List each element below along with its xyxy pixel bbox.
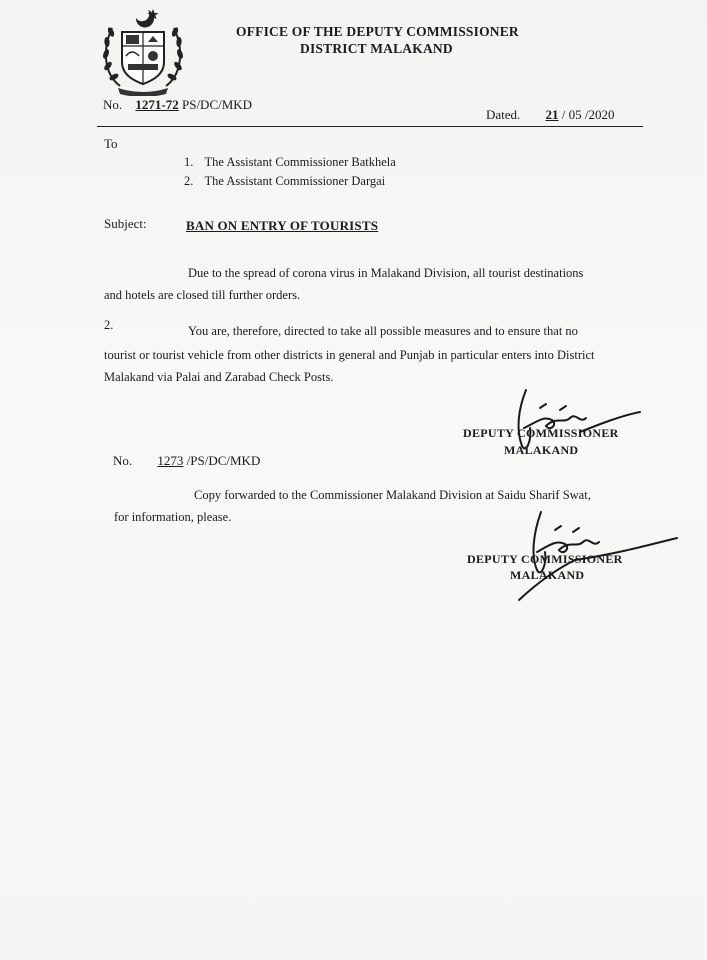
ref-label: No.	[103, 97, 123, 112]
header-rule	[97, 126, 643, 127]
para2-line1: You are, therefore, directed to take all possible measures and to ensure that no	[188, 324, 578, 338]
para1-line2: and hotels are closed till further orders.	[104, 288, 301, 302]
recipient-2-num: 2.	[184, 174, 194, 188]
copy-line1: Copy forwarded to the Commissioner Malakand Division at Saidu Sharif Swat,	[194, 488, 591, 502]
copy-ref-suffix: /PS/DC/MKD	[183, 453, 261, 468]
recipient-2-text: The Assistant Commissioner Dargai	[204, 174, 386, 188]
dated-label: Dated.	[486, 107, 521, 122]
ref-number: 1271-72	[135, 97, 179, 112]
signature2-district: MALAKAND	[510, 568, 585, 582]
para1-line1: Due to the spread of corona virus in Malakand Division, all tourist destinations	[188, 266, 584, 280]
copy-ref-number: 1273	[157, 453, 184, 468]
signature1-title: DEPUTY COMMISSIONER	[463, 426, 619, 440]
para2-line3: Malakand via Palai and Zarabad Check Posts.	[104, 370, 334, 384]
ref-line	[103, 97, 252, 113]
to-label: To	[104, 136, 118, 151]
copy-line2: for information, please.	[114, 510, 232, 524]
office-title: OFFICE OF THE DEPUTY COMMISSIONER	[236, 24, 519, 39]
recipient-1-text: The Assistant Commissioner Batkhela	[204, 155, 396, 169]
date-day: 21	[545, 107, 559, 122]
government-emblem-logo	[98, 4, 188, 96]
ref-suffix: PS/DC/MKD	[178, 97, 253, 112]
copy-ref-label: No.	[113, 453, 133, 468]
recipient-1	[184, 155, 396, 170]
district-title: DISTRICT MALAKAND	[300, 41, 453, 56]
copy-ref-line	[113, 453, 260, 469]
date-line	[486, 107, 615, 123]
para2-line2: tourist or tourist vehicle from other districts in general and Punjab in particular enters into District	[104, 348, 595, 362]
date-rest: / 05 /2020	[558, 107, 615, 122]
subject-text: BAN ON ENTRY OF TOURISTS	[186, 218, 379, 233]
recipient-2	[184, 174, 385, 189]
signature1-district: MALAKAND	[504, 443, 579, 457]
subject-label: Subject:	[104, 216, 147, 231]
para2-number: 2.	[104, 318, 114, 332]
recipient-1-num: 1.	[184, 155, 194, 169]
signature2-title: DEPUTY COMMISSIONER	[467, 552, 623, 566]
